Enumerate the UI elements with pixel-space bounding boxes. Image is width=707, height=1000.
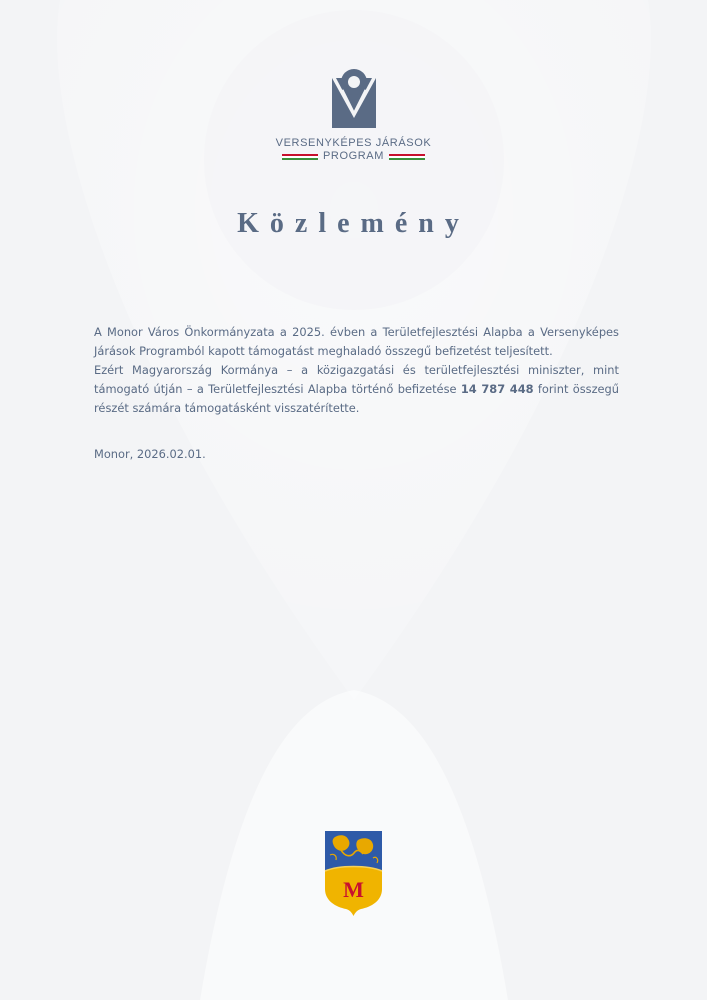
location-pin-logo-icon bbox=[332, 68, 376, 128]
program-logo bbox=[0, 68, 707, 163]
paragraph-1: A Monor Város Önkormányzata a 2025. évben a Területfejlesztési Alapba a Versenyképes Járások Programból kapott támogatást meghaladó összegű befizetést teljesített. bbox=[94, 325, 619, 358]
document-title: Közlemény bbox=[237, 208, 470, 239]
logo-title-line2: PROGRAM bbox=[322, 150, 385, 162]
announcement-body bbox=[94, 323, 619, 418]
paragraph-2-start: Ezért Magyarország Kormánya – a közigazgatási és területfejlesztési miniszter, mint támogató útján – a Területfejlesztési Alapba történő befizetése bbox=[94, 363, 619, 396]
logo-title-line1: VERSENYKÉPES JÁRÁSOK bbox=[275, 137, 432, 149]
paragraph-2 bbox=[94, 361, 619, 418]
monor-coat-of-arms-icon bbox=[323, 829, 384, 917]
paragraph-2-end: forint összegű részét számára támogatásként visszatérítette. bbox=[94, 382, 620, 415]
flag-stripe-right bbox=[389, 154, 425, 160]
crest-letter: M bbox=[343, 877, 364, 902]
amount-value: 14 787 448 bbox=[460, 382, 534, 396]
flag-stripe-left bbox=[282, 154, 318, 160]
date-line: Monor, 2026.02.01. bbox=[94, 447, 206, 461]
logo-title-line2-row bbox=[0, 150, 707, 163]
